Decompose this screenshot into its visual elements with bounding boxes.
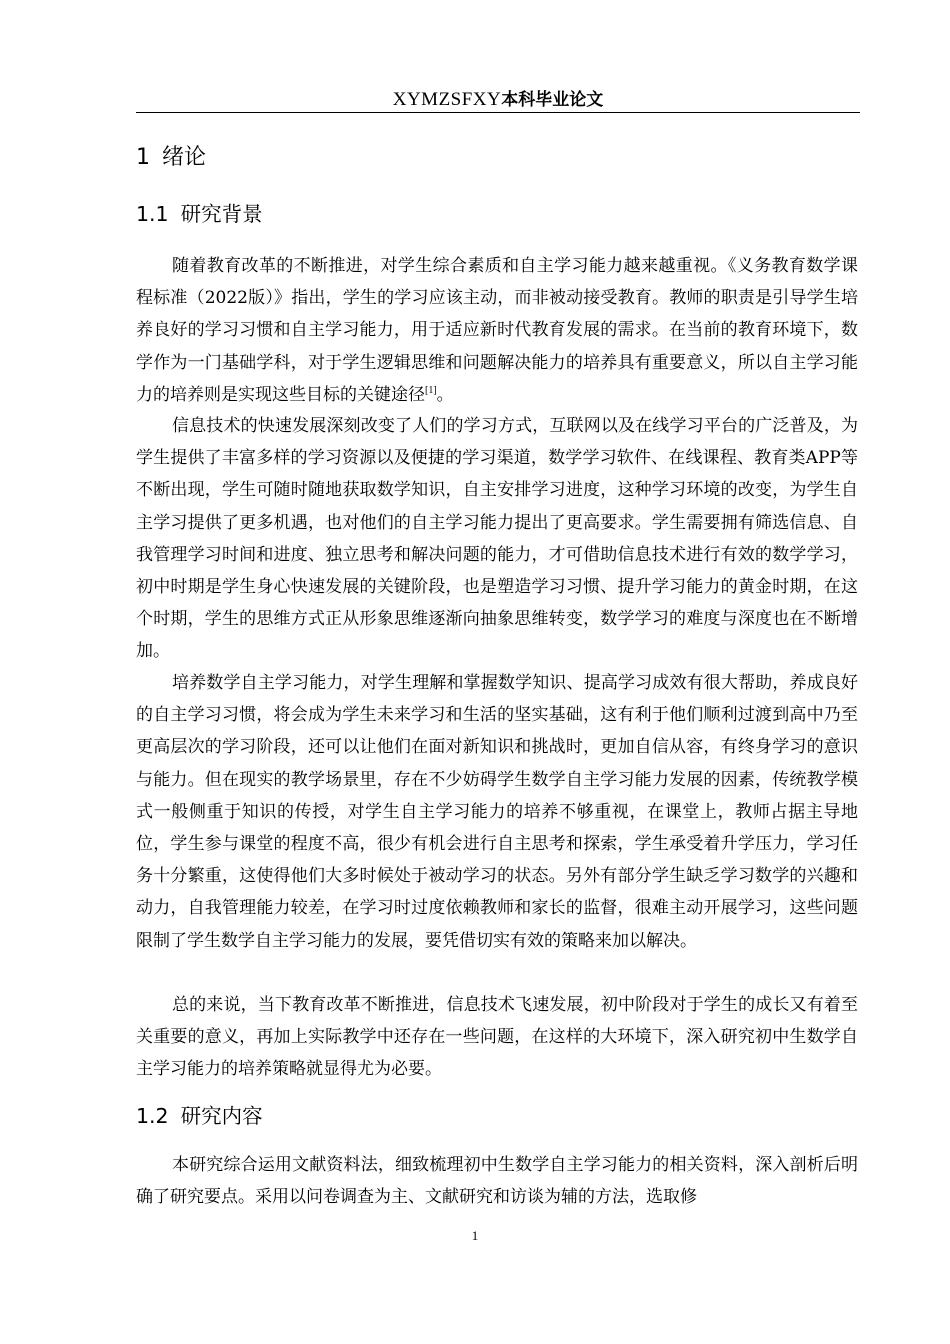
paragraph-content-1: 本研究综合运用文献资料法，细致梳理初中生数学自主学习能力的相关资料，深入剖析后明确了研究要点。采用以问卷调查为主、文献研究和访谈为辅的方法，选取修 — [136, 1155, 858, 1208]
paragraph-text: 随着教育改革的不断推进，对学生综合素质和自主学习能力越来越重视。《义务教育数学课程标准（2022版）》指出，学生的学习应该主动，而非被动接受教育。教师的职责是引导学生培养良好的学习习惯和自主学习能力，用于适应新时代教育发展的需求。在当前的教育环境下，数学作为一门基础学科，对于学生逻辑思维和问题解决能力的培养具有重要意义，所以自主学习能力的培养则是实现这些目标的关键途径 — [136, 256, 858, 405]
paragraph-background-3: 培养数学自主学习能力，对学生理解和掌握数学知识、提高学习成效有很大帮助，养成良好的自主学习习惯，将会成为学生未来学习和生活的坚实基础，这有利于他们顺利过渡到高中乃至更高层次的学习阶段，还可以让他们在面对新知识和挑战时，更加自信从容，有终身学习的意识与能力。但在现实的教学场景里，存在不少妨碍学生数学自主学习能力发展的因素，传统教学模式一般侧重于知识的传授，对学生自主学习能力的培养不够重视，在课堂上，教师占据主导地位，学生参与课堂的程度不高，很少有机会进行自主思考和探索，学生承受着升学压力，学习任务十分繁重，这使得他们大多时候处于被动学习的状态。另外有部分学生缺乏学习数学的兴趣和动力，自我管理能力较差，在学习时过度依赖教师和家长的监督，很难主动开展学习，这些问题限制了学生数学自主学习能力的发展，要凭借切实有效的策略来加以解决。 — [136, 673, 858, 951]
citation-reference: [1] — [425, 384, 437, 396]
paragraph-background-1 — [136, 250, 858, 411]
paragraph-background-2: 信息技术的快速发展深刻改变了人们的学习方式，互联网以及在线学习平台的广泛普及，为学生提供了丰富多样的学习资源以及便捷的学习渠道，数学学习软件、在线课程、教育类APP等不断出现，学生可随时随地获取数学知识，自主安排学习进度，这种学习环境的改变，为学生自主学习提供了更多机遇，也对他们的自主学习能力提出了更高要求。学生需要拥有筛选信息、自我管理学习时间和进度、独立思考和解决问题的能力，才可借助信息技术进行有效的数学学习，初中时期是学生身心快速发展的关键阶段，也是塑造学习习惯、提升学习能力的黄金时期，在这个时期，学生的思维方式正从形象思维逐渐向抽象思维转变，数学学习的难度与深度也在不断增加。 — [136, 416, 858, 662]
section-number: 1.2 — [136, 1104, 169, 1128]
header-doc-type: 本科毕业论文 — [501, 90, 604, 110]
running-header — [136, 86, 860, 113]
page-number: 1 — [471, 1228, 479, 1243]
paragraph-background-4: 总的来说，当下教育改革不断推进，信息技术飞速发展，初中阶段对于学生的成长又有着至关重要的意义，再加上实际教学中还存在一些问题，在这样的大环境下，深入研究初中生数学自主学习能力的培养策略就显得尤为必要。 — [136, 995, 858, 1080]
header-rule — [136, 112, 860, 113]
chapter-title: 绪论 — [162, 145, 207, 170]
section-number: 1.1 — [136, 202, 169, 226]
header-school-code: XYMZSFXY — [392, 89, 502, 110]
section-title: 研究背景 — [180, 202, 263, 226]
paragraph-ending: 。 — [436, 384, 454, 405]
chapter-number: 1 — [136, 145, 150, 170]
section-heading-background — [136, 200, 263, 228]
section-heading-content — [136, 1102, 263, 1130]
section-title: 研究内容 — [180, 1104, 263, 1128]
chapter-heading — [136, 143, 206, 173]
